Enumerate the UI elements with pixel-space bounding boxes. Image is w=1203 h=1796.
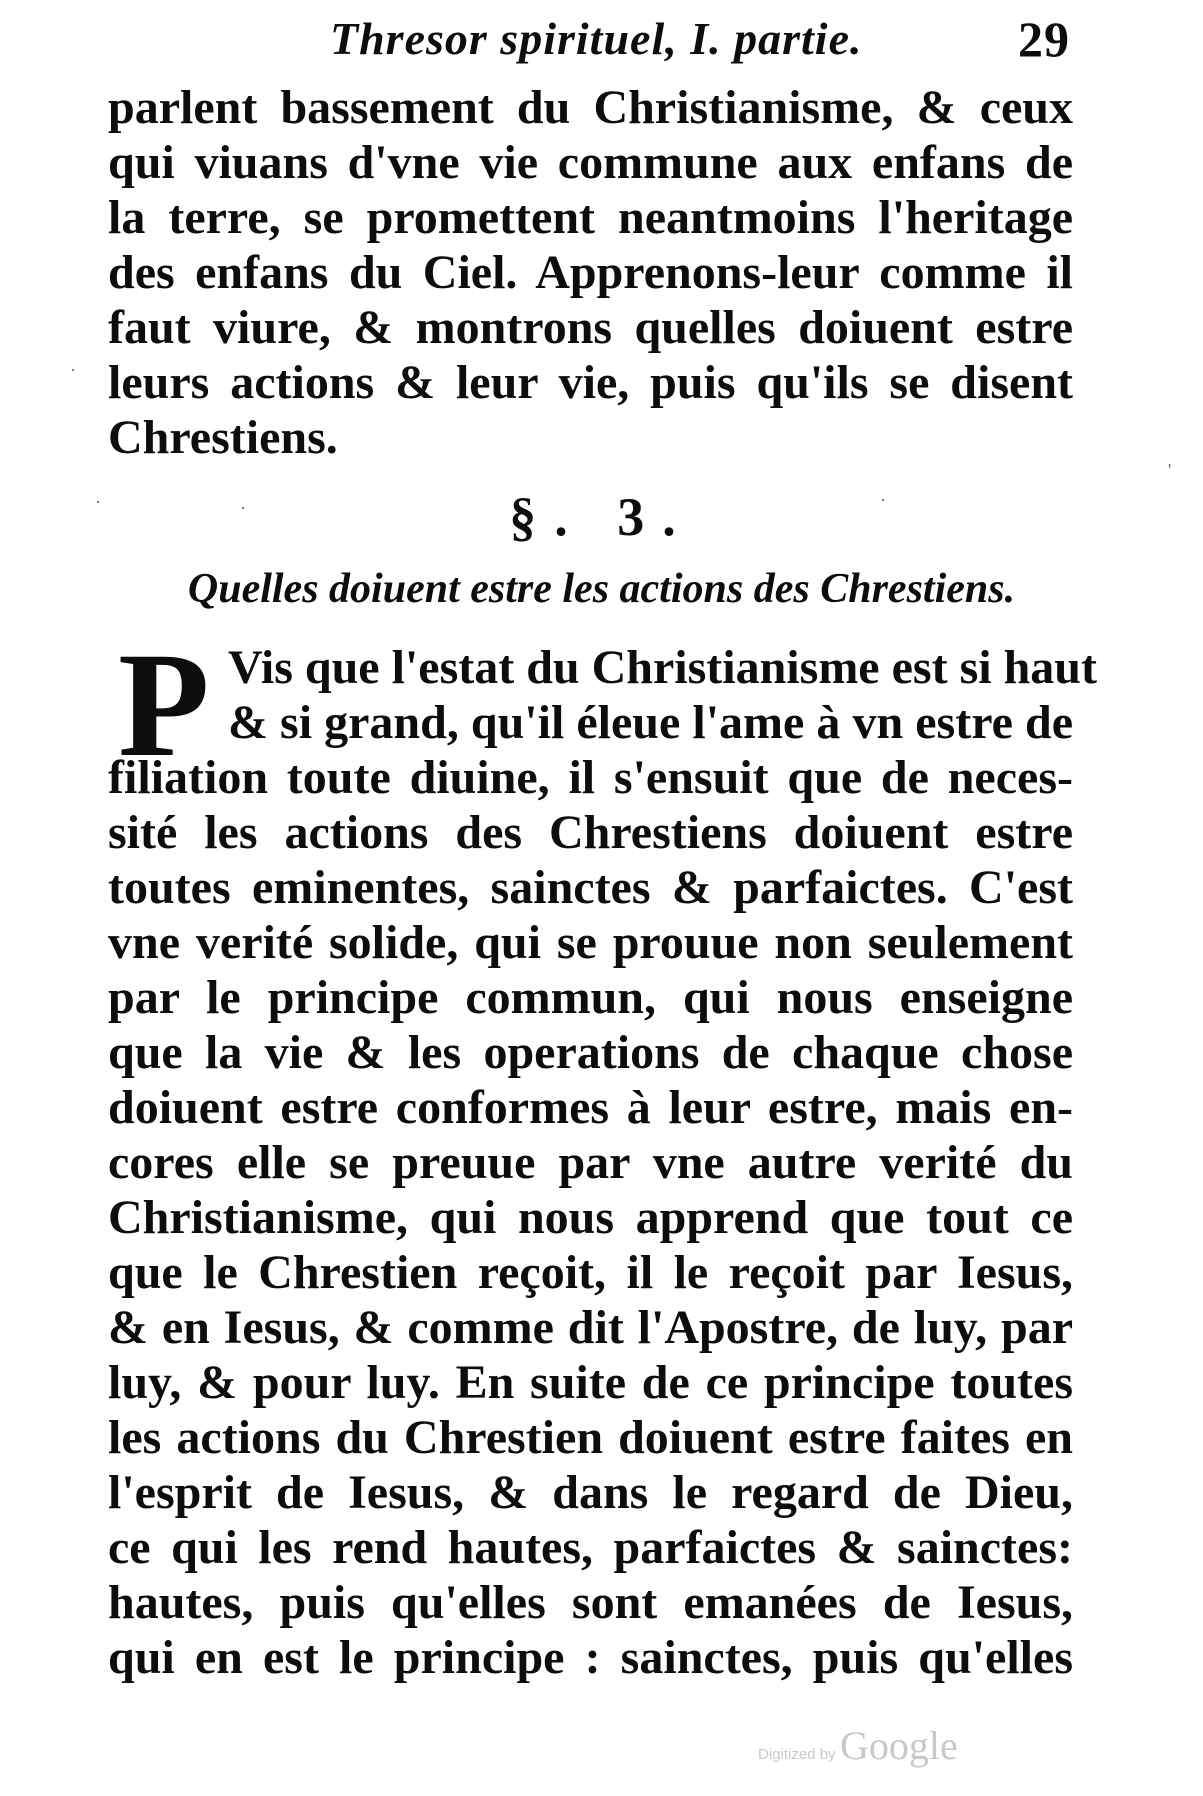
text-line: vne verité solide, qui se prouue non seulement [108, 916, 1073, 969]
text-line: qui en est le principe : sainctes, puis qu'elles [108, 1631, 1073, 1684]
text-line: Christianisme, qui nous apprend que tout ce [108, 1191, 1073, 1244]
scan-speck: · [240, 498, 246, 518]
text-line: luy, & pour luy. En suite de ce principe toutes [108, 1356, 1073, 1409]
text-line: les actions du Chrestien doiuent estre faites en [108, 1411, 1073, 1464]
text-line: hautes, puis qu'elles sont emanées de Iesus, [108, 1576, 1073, 1629]
page-header [330, 12, 1090, 82]
scan-speck: ' [1168, 460, 1172, 480]
text-line: que le Chrestien reçoit, il le reçoit par Iesus, [108, 1246, 1073, 1299]
text-line: doiuent estre conformes à leur estre, mais en- [108, 1081, 1073, 1134]
section-mark: §. 3. [509, 487, 694, 547]
text-line: la terre, se promettent neantmoins l'heritage [108, 191, 1073, 244]
scan-speck: · [880, 490, 886, 510]
drop-cap: P [118, 622, 210, 788]
text-line: qui viuans d'vne vie commune aux enfans de [108, 136, 1073, 189]
text-line: des enfans du Ciel. Apprenons-leur comme il [108, 246, 1073, 299]
text-line: parlent bassement du Christianisme, & ceux [108, 81, 1073, 134]
scan-speck: · [95, 492, 101, 512]
text-line: que la vie & les operations de chaque chose [108, 1026, 1073, 1079]
text-line: Vis que l'estat du Christianisme est si haut [228, 641, 1097, 694]
text-line: toutes eminentes, sainctes & parfaictes. C'est [108, 861, 1073, 914]
watermark-digitized-text: Digitized by [758, 1746, 836, 1763]
text-line: l'esprit de Iesus, & dans le regard de Dieu, [108, 1466, 1073, 1519]
digitized-by-google-watermark [758, 1722, 958, 1769]
text-line: ce qui les rend hautes, parfaictes & sainctes: [108, 1521, 1073, 1574]
running-title: Thresor spirituel, I. partie. [330, 13, 863, 64]
scan-speck: · [70, 360, 76, 380]
watermark-google-logo: Google [840, 1723, 958, 1768]
page-number: 29 [1018, 11, 1070, 67]
text-line: filiation toute diuine, il s'ensuit que de neces- [108, 751, 1073, 804]
text-line: & si grand, qu'il éleue l'ame à vn estre de [228, 696, 1073, 749]
text-line: par le principe commun, qui nous enseigne [108, 971, 1073, 1024]
text-line: leurs actions & leur vie, puis qu'ils se disent [108, 356, 1073, 409]
section-title: Quelles doiuent estre les actions des Chrestiens. [187, 566, 1016, 612]
text-line: sité les actions des Chrestiens doiuent estre [108, 806, 1073, 859]
text-line: faut viure, & montrons quelles doiuent estre [108, 301, 1073, 354]
text-line: & en Iesus, & comme dit l'Apostre, de luy, par [108, 1301, 1073, 1354]
text-line: cores elle se preuue par vne autre verité du [108, 1136, 1073, 1189]
text-line: Chrestiens. [108, 411, 338, 464]
